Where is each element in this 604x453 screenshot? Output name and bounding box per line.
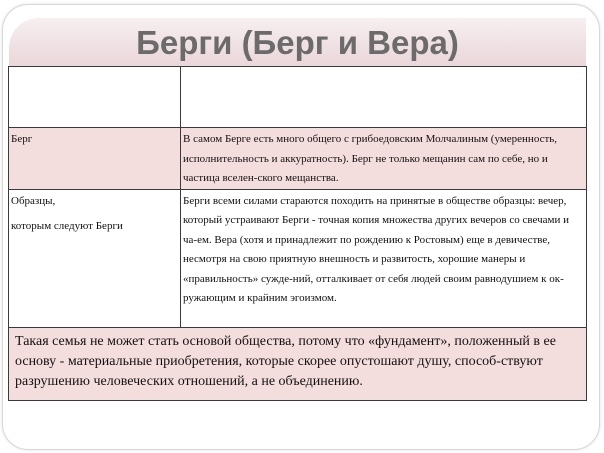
row-text [181,189,587,327]
row-text-content: В самом Берге есть много общего с грибоедовским Молчалиным (умеренность, исполнительность и аккуратность). Берг не только мещанин сам по себе, но и частица вселен-ского мещанства. [183,133,558,184]
header-cell-left [9,67,181,128]
row-label-line1: Образцы, [11,194,56,207]
table-row-conclusion [9,327,587,400]
row-text [181,128,587,190]
row-label [9,189,181,327]
conclusion-cell: Такая семья не может стать основой общества, потому что «фундамент», положенный в ее основу - материальные приобретения, которые скорее опустошают душу, способ-ствуют разрушению человеческих отношений, а не объединению. [9,327,587,400]
row-label-line2: которым следуют Берги [11,220,123,232]
slide-title: Берги (Берг и Вера) [136,24,459,61]
row-text-content: Берги всеми силами стараются походить на принятые в обществе образцы: вечер, который устраивают Берги - точная копия множества других вечеров со свечами и ча-ем. Вера (хотя и принадлежит по рождению к Ростовым) еще в девичестве, несмотря на свою приятную внешность и развитость, хорошие манеры и «правильность» сужде-ний, отталкивает от себя людей своим равнодушием к ок-ружающим и крайним эгоизмом. [183,194,570,304]
header-cell-right [181,67,587,128]
content-table [8,66,587,401]
table-row-obraztsy [9,189,587,327]
row-label [9,128,181,190]
table-header-row [9,67,587,128]
table-row-berg [9,128,587,190]
row-label-text: Берг [11,133,33,145]
